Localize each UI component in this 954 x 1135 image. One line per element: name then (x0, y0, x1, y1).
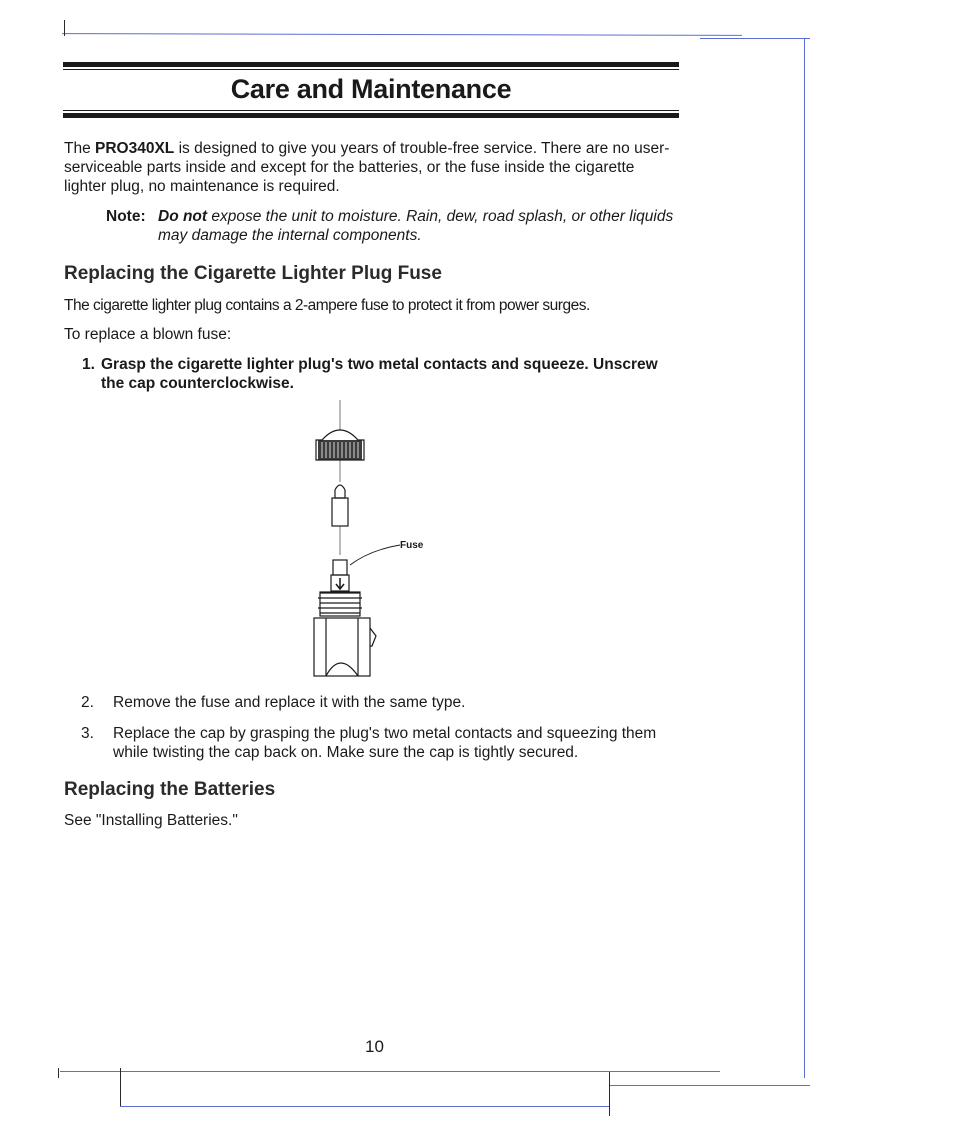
fuse-diagram (300, 400, 450, 685)
title-rule-top (63, 62, 679, 67)
title-rule-bottom (63, 113, 679, 118)
intro-text: is designed to give you years of trouble-free service. There are no user-serviceable parts inside and except for the batteries, or the fuse inside the cigarette lighter plug, no maintenance is required. (64, 140, 670, 195)
intro-prefix: The (64, 140, 96, 157)
page-number: 10 (365, 1037, 384, 1056)
scan-edge-bottom (60, 1071, 720, 1072)
step-2-text: Remove the fuse and replace it with the same type. (113, 694, 466, 711)
scan-tick-bottom-3 (58, 1068, 59, 1078)
scan-tick-bottom-2 (609, 1072, 610, 1116)
fuse-intro-paragraph: The cigarette lighter plug contains a 2-ampere fuse to protect it from power surges. (64, 297, 590, 314)
scan-edge-right (804, 38, 805, 1078)
scan-edge-bottom-2 (120, 1106, 610, 1107)
fuse-label: Fuse (400, 540, 424, 551)
title-rule-bottom-thin (63, 110, 679, 111)
fuse-steps-intro: To replace a blown fuse: (64, 326, 232, 343)
note-label: Note: (106, 208, 146, 225)
section-heading-batteries: Replacing the Batteries (64, 779, 276, 800)
step-1-text: Grasp the cigarette lighter plug's two metal contacts and squeeze. Unscrew the cap counterclockwise. (101, 356, 658, 392)
intro-paragraph (64, 139, 676, 196)
scan-tick-top (64, 20, 65, 36)
note-text (158, 207, 678, 245)
step-3-text: Replace the cap by grasping the plug's two metal contacts and squeezing them while twisting the cap back on. Make sure the cap is tightly secured. (113, 725, 657, 761)
note-emphasis: Do not (158, 208, 208, 225)
note-body: expose the unit to moisture. Rain, dew, road splash, or other liquids may damage the internal components. (158, 208, 674, 244)
step-3-number: 3. (81, 725, 94, 742)
step-2-number: 2. (81, 694, 94, 711)
section-heading-fuse: Replacing the Cigarette Lighter Plug Fuse (64, 263, 442, 284)
scan-edge-top (62, 33, 742, 36)
scan-tick-bottom-1 (120, 1068, 121, 1106)
model-name: PRO340XL (95, 140, 175, 157)
batteries-paragraph: See "Installing Batteries." (64, 812, 238, 829)
step-1-number: 1. (82, 356, 95, 373)
title-rule-top-thin (63, 69, 679, 70)
scan-edge-bottom-3 (610, 1085, 810, 1086)
scan-edge-top-right (700, 38, 810, 39)
page-title: Care and Maintenance (230, 74, 512, 104)
